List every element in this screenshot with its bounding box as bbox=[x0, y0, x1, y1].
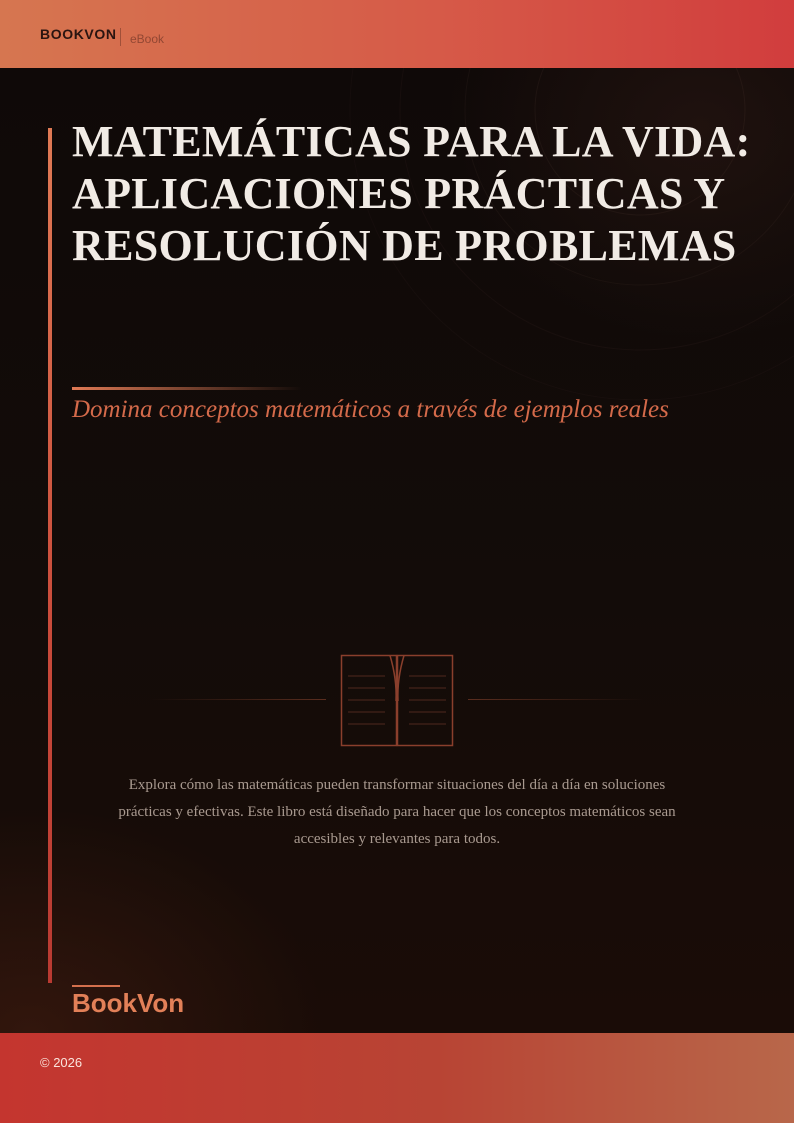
subtitle-rule bbox=[72, 387, 302, 390]
ornament-line-left bbox=[150, 699, 326, 700]
cover-accent-bar bbox=[48, 128, 52, 983]
open-book-icon bbox=[340, 654, 454, 748]
header-brand: BOOKVON bbox=[40, 26, 117, 42]
book-title: MATEMÁTICAS PARA LA VIDA: APLICACIONES PRÁCTICAS Y RESOLUCIÓN DE PROBLEMAS bbox=[72, 117, 751, 270]
book-description: Explora cómo las matemáticas pueden transformar situaciones del día a día en soluciones prácticas y efectivas. Este libro está diseñado para hacer que los conceptos matemáticos sean accesibles y relevantes para todos. bbox=[118, 777, 676, 847]
book-subtitle: Domina conceptos matemáticos a través de ejemplos reales bbox=[72, 396, 669, 423]
copyright-text: © 2026 bbox=[40, 1055, 83, 1070]
top-header-band bbox=[0, 0, 794, 68]
footer-brand-logo: BookVon bbox=[72, 988, 185, 1018]
ornament-line-right bbox=[468, 699, 644, 700]
bottom-footer-band bbox=[0, 1033, 794, 1123]
header-brand-sub: eBook bbox=[130, 32, 165, 46]
footer-brand-rule bbox=[72, 985, 120, 987]
cover-panel bbox=[0, 68, 794, 1033]
header-divider bbox=[120, 28, 121, 46]
